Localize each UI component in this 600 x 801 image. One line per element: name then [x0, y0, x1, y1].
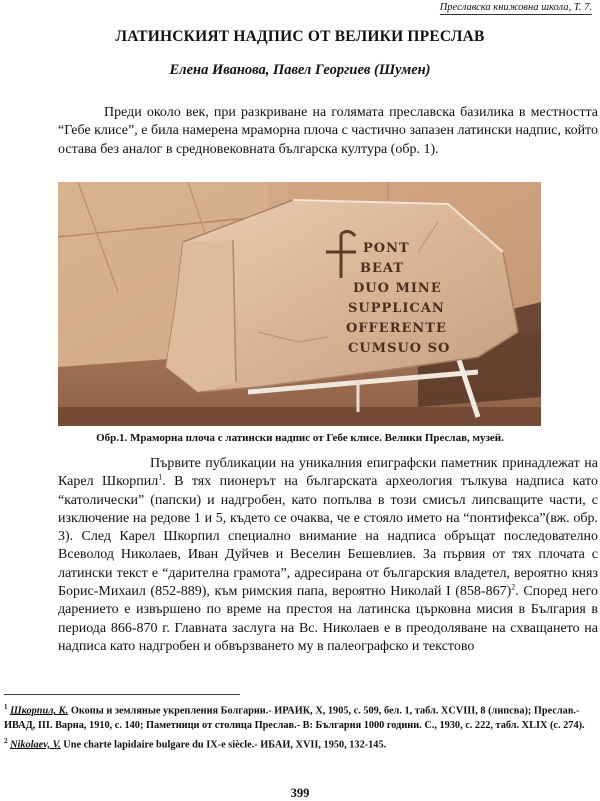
footnote-ref-1[interactable]: 1 [158, 472, 163, 482]
footnote-2-mark: 2 [4, 736, 8, 745]
figure-caption: Обр.1. Мраморна плоча с латински надпис от Гебе клисе. Велики Преслав, музей. [96, 432, 504, 444]
footnote-1-mark: 1 [4, 703, 8, 711]
main-paragraph-part-a: Първите публикации на уникалния епиграфски паметник принадлежат на Карел Шкорпил [58, 456, 598, 490]
footnote-ref-2[interactable]: 2 [511, 582, 516, 592]
inscription-line-5: OFFERENTE [346, 321, 447, 336]
main-paragraph-part-c: . Според него дарението е извършено по време на престоя на латинска църковна мисия в България в периода 866-870 г. Главната заслуга на Вс. Николаев е в преодоляване на схващането на надписа като надгробен и обвързването му в палеографско и текстово [58, 584, 598, 654]
article-authors: Елена Иванова, Павел Георгиев (Шумен) [169, 62, 431, 78]
footnote-1 [4, 700, 596, 734]
inscription-line-4: SUPPLICAN [348, 301, 445, 316]
article-title: ЛАТИНСКИЯТ НАДПИС ОТ ВЕЛИКИ ПРЕСЛАВ [115, 28, 485, 45]
inscription-line-6: CUMSUO SO [348, 341, 451, 356]
inscription-line-1: PONT [363, 241, 410, 256]
main-paragraph-part-b: . В тях пионерът на българската археология тълкува надписа като “католически” (папски) и надгробен, като попълва в този смисъл липсващите части, с изключение на редове 1 и 5, където се очаква, че е стояло името на “понтифекса”(вж. обр. 3). След Карел Шкорпил специално внимание на надписа обръщат последователно Всеволод Николаев, Иван Дуйчев и Веселин Бешевлиев. За първия от тях плочата с латински текст е “дарителна грамота”, адресирана от българския владетел, вероятно княз Борис-Михаил (852-889), към римския папа, вероятно Николай I (858-867) [58, 474, 598, 600]
footnotes [4, 700, 596, 753]
footnote-2 [4, 734, 596, 753]
figure-marble-slab-photo [58, 182, 541, 426]
footnote-2-text: Une charte lapidaire bulgare du IX-e siècle.- ИБАИ, XVII, 1950, 132-145. [60, 739, 387, 751]
footnote-1-author: Шкорпил, К. [10, 705, 69, 717]
running-head: Преславска книжовна школа, Т. 7. [439, 2, 592, 13]
footnote-divider [4, 694, 240, 695]
footnote-2-author: Nikolaev, V. [10, 739, 61, 751]
intro-paragraph: Преди около век, при разкриване на голямата преславска базилика в местността “Гебе клисе”, е била намерена мраморна плоча с частично запазен латински надпис, който остава без аналог в средновековната българска култура (обр. 1). [58, 105, 598, 157]
page-number: 399 [290, 786, 310, 800]
inscription-line-3: DUO MINE [353, 281, 442, 296]
footnote-1-text: Окопы и земляные укрепления Болгарии.- ИРАИК, Х, 1905, с. 509, бел. 1, табл. XCVIII, 8 (липсва); Преслав.- ИВАД, III. Варна, 1910, с. 140; Паметници от столица Преслав.- В: България 1000 години. С., 1930, с. 222, табл. XLIX (с. 274). [4, 705, 585, 732]
marble-slab-photo [58, 182, 541, 426]
inscription-line-2: BEAT [360, 261, 404, 276]
main-paragraph [58, 455, 598, 656]
